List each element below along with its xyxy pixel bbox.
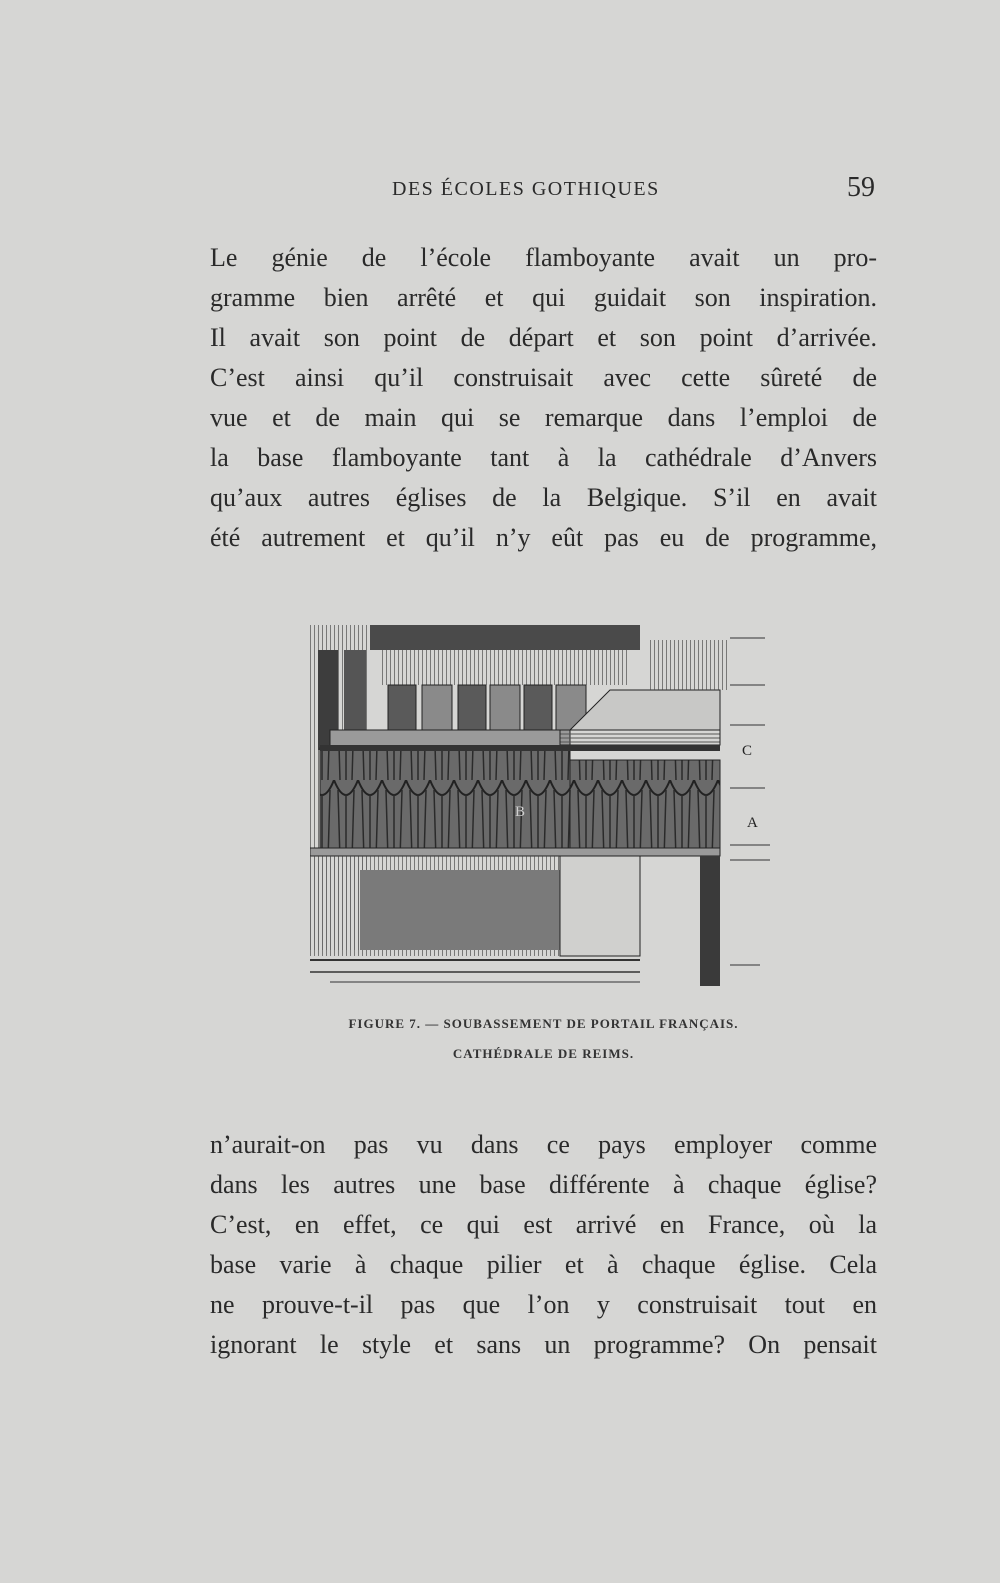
text-line: gramme bien arrêté et qui guidait son inspiration. (210, 283, 877, 312)
paragraph-top (210, 238, 877, 558)
text-line: base varie à chaque pilier et à chaque église. Cela (210, 1250, 877, 1279)
dimension-lines (730, 638, 770, 965)
running-head-title: DES ÉCOLES GOTHIQUES (392, 178, 660, 200)
drapery-panel-right (570, 760, 720, 850)
text-line: ne prouve-t-il pas que l’on y construisait tout en (210, 1290, 877, 1319)
engraving-illustration (310, 620, 770, 995)
text-line: C’est ainsi qu’il construisait avec cette sûreté de (210, 363, 877, 392)
paragraph-bottom (210, 1125, 877, 1365)
right-plinth (560, 856, 640, 956)
figure-label-b: B (515, 804, 526, 820)
text-line: la base flamboyante tant à la cathédrale d’Anvers (210, 443, 877, 472)
figure-caption: FIGURE 7. — SOUBASSEMENT DE PORTAIL FRANÇAIS. (348, 1016, 739, 1031)
figure-engraving (310, 620, 770, 995)
running-head (210, 172, 875, 212)
pedestal-top (570, 690, 720, 730)
text-line: qu’aux autres églises de la Belgique. S’il en avait (210, 483, 877, 512)
text-line: vue et de main qui se remarque dans l’emploi de (210, 403, 877, 432)
text-line: C’est, en effet, ce qui est arrivé en France, où la (210, 1210, 877, 1239)
figure-label-c: C (742, 743, 753, 759)
page-number: 59 (847, 172, 875, 203)
text-line: dans les autres une base différente à chaque église? (210, 1170, 877, 1199)
text-line: ignorant le style et sans un programme? On pensait (210, 1330, 877, 1359)
drapery-panel-b (320, 748, 570, 850)
text-line: n’aurait-on pas vu dans ce pays employer comme (210, 1130, 877, 1159)
frieze (370, 625, 640, 650)
figure-label-a: A (747, 815, 758, 831)
figure-caption-subtitle: CATHÉDRALE DE REIMS. (452, 1046, 635, 1061)
text-line: Il avait son point de départ et son point d’arrivée. (210, 323, 877, 352)
text-line: Le génie de l’école flamboyante avait un pro- (210, 243, 877, 272)
text-line: été autrement et qu’il n’y eût pas eu de programme, (210, 523, 877, 552)
